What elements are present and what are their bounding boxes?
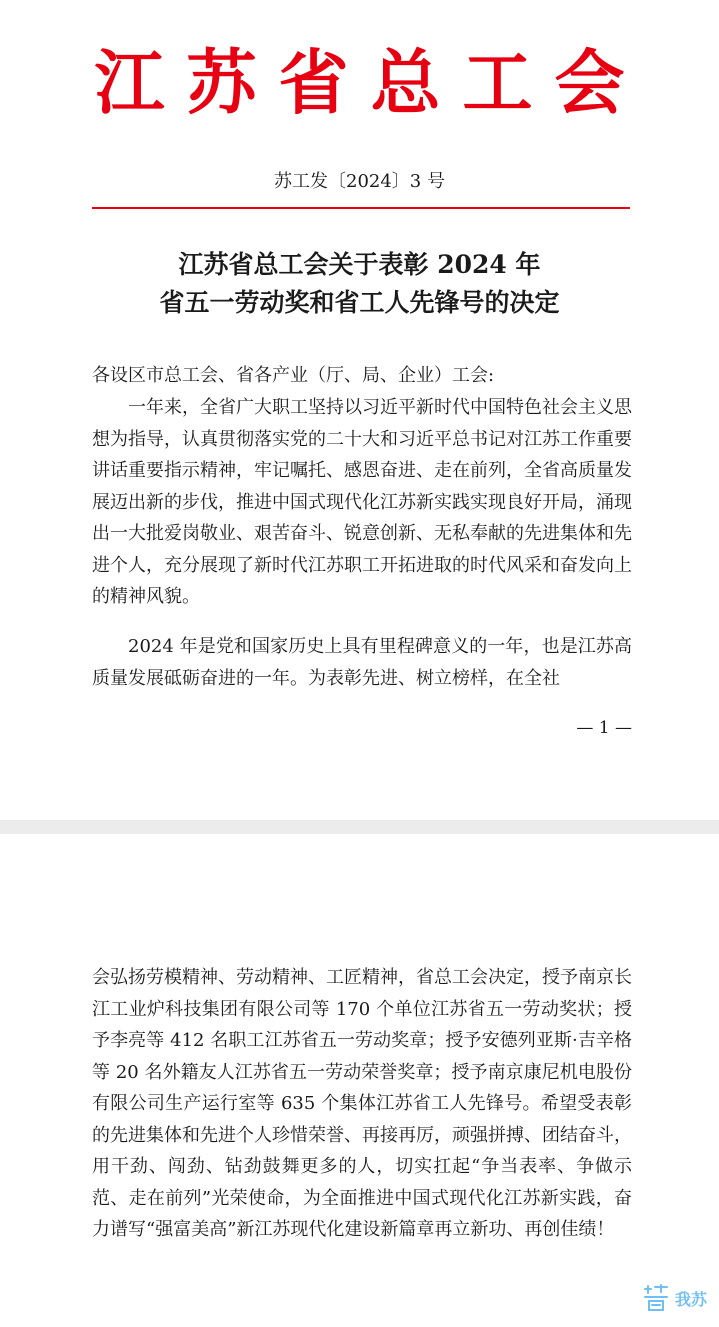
org-letterhead-title: 江苏省总工会 <box>94 41 647 124</box>
document-title-line-2: 省五一劳动奖和省工人先锋号的决定 <box>159 288 560 317</box>
body-paragraph-2: 2024 年是党和国家历史上具有里程碑意义的一年，也是江苏高质量发展砥砺奋进的一年。为表彰先进、树立榜样，在全社 <box>92 636 632 689</box>
addressee: 各设区市总工会、省各产业（厅、局、企业）工会: <box>92 365 495 386</box>
document-title-line-1: 江苏省总工会关于表彰 2024 年 <box>178 250 541 279</box>
letterhead-divider <box>92 207 630 209</box>
wosu-logo-icon <box>641 1283 671 1313</box>
watermark-text: 我苏 <box>674 1289 707 1309</box>
document-title <box>0 246 719 322</box>
page-number: — 1 — <box>576 718 632 738</box>
document-number: 苏工发〔2024〕3 号 <box>274 171 445 192</box>
document-page-2 <box>0 834 719 1327</box>
body-paragraph-3: 会弘扬劳模精神、劳动精神、工匠精神，省总工会决定，授予南京长江工业炉科技集团有限公司等 170 个单位江苏省五一劳动奖状；授予李亮等 412 名职工江苏省五一劳动奖章；授予安德列亚斯·吉辛格等 20 名外籍友人江苏省五一劳动荣誉奖章；授予南京康尼机电股份有限公司生产运行室等 635 个集体江苏省工人先锋号。希望受表彰的先进集体和先进个人珍惜荣誉、再接再厉，顽强拼搏、团结奋斗，用干劲、闯劲、钻劲鼓舞更多的人，切实扛起“争当表率、争做示范、走在前列”光荣使命，为全面推进中国式现代化江苏新实践，奋力谱写“强富美高”新江苏现代化建设新篇章再立新功、再创佳绩！ <box>92 967 632 1240</box>
body-paragraph-1: 一年来，全省广大职工坚持以习近平新时代中国特色社会主义思想为指导，认真贯彻落实党的二十大和习近平总书记对江苏工作重要讲话重要指示精神，牢记嘱托、感恩奋进、走在前列，全省高质量发展迈出新的步伐，推进中国式现代化江苏新实践实现良好开局，涌现出一大批爱岗敬业、艰苦奋斗、锐意创新、无私奉献的先进集体和先进个人，充分展现了新时代江苏职工开拓进取的时代风采和奋发向上的精神风貌。 <box>92 397 632 607</box>
app-watermark <box>641 1283 707 1313</box>
